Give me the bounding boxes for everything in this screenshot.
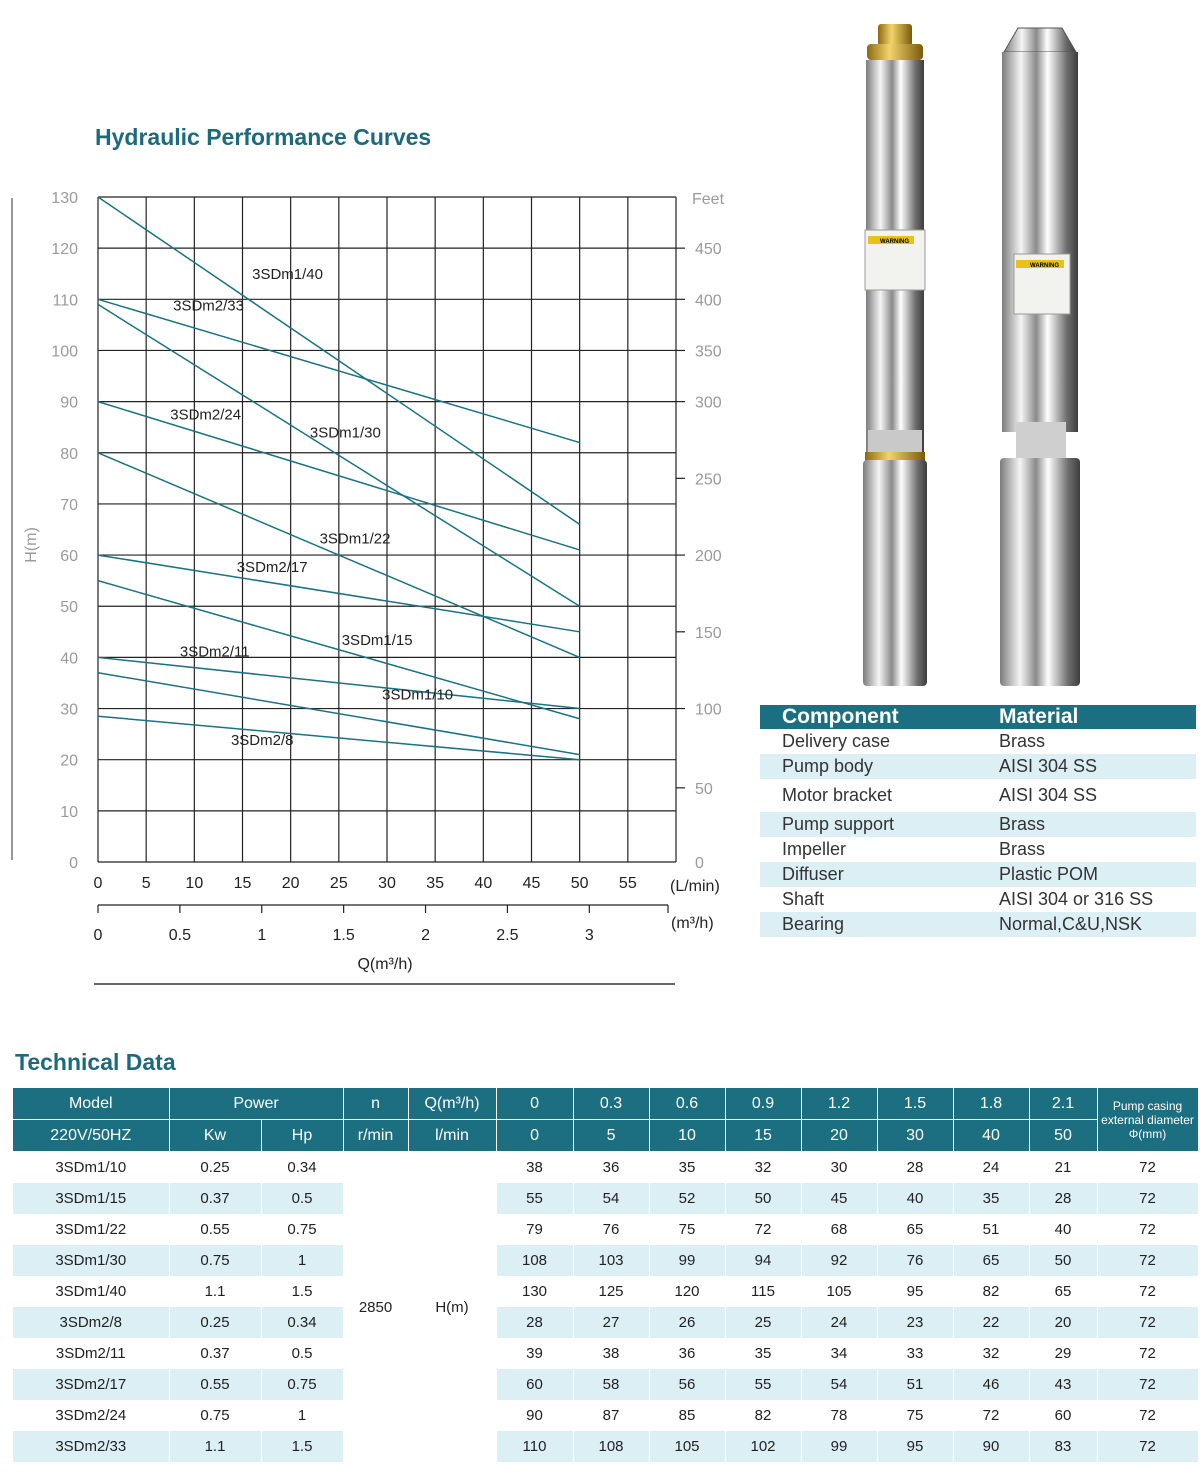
head-value-cell: 23 xyxy=(877,1307,953,1338)
component-table-header xyxy=(760,705,1196,729)
table-row xyxy=(13,1307,1198,1338)
head-value-cell: 28 xyxy=(496,1307,573,1338)
table-row xyxy=(13,1338,1198,1369)
flow-m3h-value: 0.3 xyxy=(573,1088,649,1120)
diameter-cell: 72 xyxy=(1097,1245,1198,1276)
diameter-cell: 72 xyxy=(1097,1369,1198,1400)
head-value-cell: 60 xyxy=(496,1369,573,1400)
x-tick-label-lmin: 5 xyxy=(141,875,151,892)
head-value-cell: 24 xyxy=(953,1152,1029,1184)
component-name: Shaft xyxy=(782,889,825,909)
kw-cell: 0.55 xyxy=(169,1214,261,1245)
head-value-cell: 20 xyxy=(1029,1307,1097,1338)
head-value-cell: 28 xyxy=(1029,1183,1097,1214)
curve-label: 3SDm2/11 xyxy=(179,643,250,661)
right-tick-label: 0 xyxy=(695,855,704,872)
table-row xyxy=(13,1276,1198,1307)
x-tick-label-lmin: 30 xyxy=(378,875,396,892)
flow-lmin-value: 5 xyxy=(573,1120,649,1152)
x-tick-label-m3h: 1.5 xyxy=(332,927,355,944)
head-value-cell: 108 xyxy=(496,1245,573,1276)
table-row xyxy=(13,1400,1198,1431)
component-material: Plastic POM xyxy=(995,862,1196,887)
head-value-cell: 103 xyxy=(573,1245,649,1276)
head-value-cell: 51 xyxy=(877,1369,953,1400)
curve-label: 3SDm2/17 xyxy=(236,558,308,576)
head-value-cell: 50 xyxy=(725,1183,801,1214)
head-value-cell: 55 xyxy=(725,1369,801,1400)
speed-cell: 2850 xyxy=(343,1152,408,1463)
head-value-cell: 22 xyxy=(953,1307,1029,1338)
flow-lmin-value: 50 xyxy=(1029,1120,1097,1152)
flow-m3h-value: 2.1 xyxy=(1029,1088,1097,1120)
warning-text: WARNING xyxy=(1030,263,1059,269)
head-value-cell: 27 xyxy=(573,1307,649,1338)
x-tick-label-lmin: 55 xyxy=(618,875,637,892)
component-material: Brass xyxy=(999,731,1046,751)
right-tick-label: 150 xyxy=(695,624,722,642)
flow-lmin-value: 10 xyxy=(649,1120,725,1152)
component-row xyxy=(760,779,1196,812)
kw-cell: 0.37 xyxy=(169,1183,261,1214)
y-tick-label: 20 xyxy=(60,752,78,770)
head-value-cell: 110 xyxy=(496,1431,573,1462)
flow-m3h-value: 0 xyxy=(496,1088,573,1120)
curve-label: 3SDm2/24 xyxy=(170,406,242,424)
head-value-cell: 68 xyxy=(801,1214,877,1245)
flow-m3h-header: Q(m³/h) xyxy=(408,1088,496,1120)
head-value-cell: 21 xyxy=(1029,1152,1097,1184)
head-value-cell: 90 xyxy=(496,1400,573,1431)
x-tick-label-lmin: 10 xyxy=(185,875,204,892)
curve-label: 3SDm1/30 xyxy=(309,424,381,442)
head-value-cell: 54 xyxy=(573,1183,649,1214)
head-value-cell: 108 xyxy=(573,1431,649,1462)
head-value-cell: 58 xyxy=(573,1369,649,1400)
head-value-cell: 46 xyxy=(953,1369,1029,1400)
component-material: Brass xyxy=(999,839,1046,859)
head-value-cell: 75 xyxy=(649,1214,725,1245)
component-name: Diffuser xyxy=(760,862,995,887)
flow-lmin-value: 20 xyxy=(801,1120,877,1152)
head-value-cell: 33 xyxy=(877,1338,953,1369)
head-value-cell: 40 xyxy=(1029,1214,1097,1245)
hp-header: Hp xyxy=(261,1120,343,1152)
head-value-cell: 26 xyxy=(649,1307,725,1338)
y-tick-label: 120 xyxy=(51,241,78,259)
component-name: Motor bracket xyxy=(782,785,893,805)
head-value-cell: 32 xyxy=(953,1338,1029,1369)
head-value-cell: 105 xyxy=(649,1431,725,1462)
casing-diameter-header: Pump casing external diameter Φ(mm) xyxy=(1097,1088,1198,1152)
head-value-cell: 99 xyxy=(801,1431,877,1462)
diameter-cell: 72 xyxy=(1097,1152,1198,1184)
kw-cell: 0.37 xyxy=(169,1338,261,1369)
head-value-cell: 24 xyxy=(801,1307,877,1338)
x-tick-label-lmin: 25 xyxy=(329,875,348,892)
hp-cell: 0.34 xyxy=(261,1152,343,1184)
component-material-table xyxy=(760,705,1196,937)
component-name: Pump support xyxy=(760,812,995,837)
x-tick-label-lmin: 20 xyxy=(281,875,300,892)
right-tick-label: 300 xyxy=(695,394,722,412)
head-value-cell: 28 xyxy=(877,1152,953,1184)
head-value-cell: 72 xyxy=(725,1214,801,1245)
head-value-cell: 125 xyxy=(573,1276,649,1307)
head-value-cell: 90 xyxy=(953,1431,1029,1462)
component-row xyxy=(760,812,1196,837)
kw-cell: 1.1 xyxy=(169,1276,261,1307)
head-value-cell: 95 xyxy=(877,1276,953,1307)
y-tick-label: 0 xyxy=(69,855,78,872)
right-tick-label: 50 xyxy=(695,780,713,798)
hp-cell: 0.34 xyxy=(261,1307,343,1338)
performance-chart xyxy=(0,180,740,990)
x-tick-label-m3h: 3 xyxy=(584,927,594,944)
x-tick-label-m3h: 1 xyxy=(257,927,267,944)
head-value-cell: 85 xyxy=(649,1400,725,1431)
head-value-cell: 72 xyxy=(953,1400,1029,1431)
head-value-cell: 52 xyxy=(649,1183,725,1214)
model-header: Model xyxy=(13,1088,169,1120)
curve-label: 3SDm1/10 xyxy=(382,686,454,704)
curve-label: 3SDm1/40 xyxy=(252,265,324,283)
diameter-cell: 72 xyxy=(1097,1214,1198,1245)
head-value-cell: 38 xyxy=(496,1152,573,1184)
curve-label: 3SDm2/33 xyxy=(173,297,245,315)
head-value-cell: 83 xyxy=(1029,1431,1097,1462)
model-cell: 3SDm1/10 xyxy=(13,1152,169,1184)
kw-cell: 0.25 xyxy=(169,1307,261,1338)
component-row xyxy=(760,729,1196,754)
kw-cell: 0.75 xyxy=(169,1400,261,1431)
diameter-cell: 72 xyxy=(1097,1338,1198,1369)
component-row xyxy=(760,754,1196,779)
flow-m3h-value: 1.5 xyxy=(877,1088,953,1120)
kw-cell: 1.1 xyxy=(169,1431,261,1462)
kw-cell: 0.75 xyxy=(169,1245,261,1276)
kw-cell: 0.25 xyxy=(169,1152,261,1184)
flow-m3h-value: 1.8 xyxy=(953,1088,1029,1120)
head-value-cell: 120 xyxy=(649,1276,725,1307)
head-value-cell: 34 xyxy=(801,1338,877,1369)
table-row xyxy=(13,1245,1198,1276)
y-tick-label: 60 xyxy=(60,548,78,566)
x-tick-label-lmin: 0 xyxy=(93,875,103,892)
right-tick-label: 100 xyxy=(695,701,722,719)
flow-lmin-value: 40 xyxy=(953,1120,1029,1152)
component-name: Impeller xyxy=(782,839,847,859)
y-tick-label: 30 xyxy=(60,701,78,719)
head-value-cell: 25 xyxy=(725,1307,801,1338)
component-material: Normal,C&U,NSK xyxy=(995,912,1196,937)
x-tick-label-lmin: 50 xyxy=(570,875,589,892)
head-value-cell: 50 xyxy=(1029,1245,1097,1276)
right-tick-label: 450 xyxy=(695,241,722,259)
right-axis-title: Feet xyxy=(692,191,725,208)
table-row xyxy=(13,1183,1198,1214)
component-row xyxy=(760,837,1196,862)
component-material: AISI 304 SS xyxy=(999,785,1098,805)
table-row xyxy=(13,1214,1198,1245)
diameter-cell: 72 xyxy=(1097,1307,1198,1338)
model-cell: 3SDm2/17 xyxy=(13,1369,169,1400)
flow-m3h-value: 0.6 xyxy=(649,1088,725,1120)
flow-m3h-value: 0.9 xyxy=(725,1088,801,1120)
head-value-cell: 35 xyxy=(953,1183,1029,1214)
y-tick-label: 40 xyxy=(60,650,78,668)
head-value-cell: 78 xyxy=(801,1400,877,1431)
hp-cell: 1 xyxy=(261,1400,343,1431)
head-value-cell: 82 xyxy=(953,1276,1029,1307)
pump-image-brass xyxy=(862,22,928,690)
y-tick-label: 110 xyxy=(52,292,78,310)
head-value-cell: 92 xyxy=(801,1245,877,1276)
flow-lmin-value: 15 xyxy=(725,1120,801,1152)
component-material: Brass xyxy=(995,812,1196,837)
kw-cell: 0.55 xyxy=(169,1369,261,1400)
voltage-header: 220V/50HZ xyxy=(13,1120,169,1152)
model-cell: 3SDm1/30 xyxy=(13,1245,169,1276)
table-row xyxy=(13,1152,1198,1184)
head-label-cell: H(m) xyxy=(408,1152,496,1463)
rpm-header: r/min xyxy=(343,1120,408,1152)
model-cell: 3SDm1/15 xyxy=(13,1183,169,1214)
flow-lmin-header: l/min xyxy=(408,1120,496,1152)
head-value-cell: 94 xyxy=(725,1245,801,1276)
speed-header: n xyxy=(343,1088,408,1120)
head-value-cell: 29 xyxy=(1029,1338,1097,1369)
head-value-cell: 130 xyxy=(496,1276,573,1307)
component-row xyxy=(760,887,1196,912)
y-tick-label: 10 xyxy=(60,803,78,821)
component-row xyxy=(760,862,1196,887)
x-tick-label-m3h: 0 xyxy=(93,927,103,944)
hp-cell: 1.5 xyxy=(261,1276,343,1307)
head-value-cell: 32 xyxy=(725,1152,801,1184)
head-value-cell: 35 xyxy=(725,1338,801,1369)
head-value-cell: 60 xyxy=(1029,1400,1097,1431)
head-value-cell: 40 xyxy=(877,1183,953,1214)
right-tick-label: 200 xyxy=(695,548,722,566)
x-tick-label-m3h: 2 xyxy=(421,927,430,944)
head-value-cell: 82 xyxy=(725,1400,801,1431)
hp-cell: 1.5 xyxy=(261,1431,343,1462)
hp-cell: 0.5 xyxy=(261,1338,343,1369)
model-cell: 3SDm2/24 xyxy=(13,1400,169,1431)
chart-labels xyxy=(23,190,725,973)
x-unit-lmin: (L/min) xyxy=(670,878,720,895)
x-tick-label-lmin: 40 xyxy=(474,875,493,892)
y-tick-label: 100 xyxy=(51,343,78,361)
diameter-cell: 72 xyxy=(1097,1431,1198,1462)
hp-cell: 0.75 xyxy=(261,1214,343,1245)
model-cell: 3SDm2/33 xyxy=(13,1431,169,1462)
head-value-cell: 95 xyxy=(877,1431,953,1462)
head-value-cell: 56 xyxy=(649,1369,725,1400)
head-value-cell: 115 xyxy=(725,1276,801,1307)
component-name: Delivery case xyxy=(782,731,891,751)
component-material: AISI 304 or 316 SS xyxy=(999,889,1154,909)
head-value-cell: 65 xyxy=(953,1245,1029,1276)
technical-data-title: Technical Data xyxy=(15,1049,176,1075)
y-tick-label: 50 xyxy=(60,599,78,617)
component-material: AISI 304 SS xyxy=(995,754,1196,779)
component-row xyxy=(760,912,1196,937)
tech-header-row-2 xyxy=(13,1120,1198,1152)
head-value-cell: 75 xyxy=(877,1400,953,1431)
head-value-cell: 43 xyxy=(1029,1369,1097,1400)
component-name: Pump body xyxy=(760,754,995,779)
model-cell: 3SDm1/22 xyxy=(13,1214,169,1245)
model-cell: 3SDm1/40 xyxy=(13,1276,169,1307)
head-value-cell: 102 xyxy=(725,1431,801,1462)
x-tick-label-lmin: 35 xyxy=(426,875,445,892)
y-tick-label: 90 xyxy=(60,394,78,412)
head-value-cell: 65 xyxy=(877,1214,953,1245)
diameter-cell: 72 xyxy=(1097,1276,1198,1307)
y-tick-label: 80 xyxy=(60,445,78,463)
head-value-cell: 36 xyxy=(649,1338,725,1369)
x-tick-label-lmin: 45 xyxy=(522,875,541,892)
y-tick-label: 70 xyxy=(60,496,78,514)
curve-label: 3SDm1/15 xyxy=(341,632,413,650)
model-cell: 3SDm2/11 xyxy=(13,1338,169,1369)
kw-header: Kw xyxy=(169,1120,261,1152)
head-value-cell: 45 xyxy=(801,1183,877,1214)
head-value-cell: 51 xyxy=(953,1214,1029,1245)
head-value-cell: 35 xyxy=(649,1152,725,1184)
flow-lmin-value: 0 xyxy=(496,1120,573,1152)
tech-table-body xyxy=(13,1152,1198,1463)
head-value-cell: 65 xyxy=(1029,1276,1097,1307)
diameter-cell: 72 xyxy=(1097,1400,1198,1431)
right-tick-label: 350 xyxy=(695,343,722,361)
power-header: Power xyxy=(169,1088,343,1120)
table-row xyxy=(13,1431,1198,1462)
x-tick-label-lmin: 15 xyxy=(233,875,252,892)
component-name: Bearing xyxy=(760,912,995,937)
x-tick-label-m3h: 2.5 xyxy=(496,927,519,944)
technical-data-table xyxy=(13,1088,1199,1462)
diameter-cell: 72 xyxy=(1097,1183,1198,1214)
table-row xyxy=(13,1369,1198,1400)
component-header: Component xyxy=(760,705,995,729)
head-value-cell: 99 xyxy=(649,1245,725,1276)
head-value-cell: 87 xyxy=(573,1400,649,1431)
curve-label: 3SDm1/22 xyxy=(319,530,391,548)
right-tick-label: 400 xyxy=(695,292,722,310)
head-value-cell: 54 xyxy=(801,1369,877,1400)
tech-header-row-1 xyxy=(13,1088,1198,1120)
pump-image-steel xyxy=(998,22,1082,690)
right-tick-label: 250 xyxy=(695,471,722,489)
head-value-cell: 36 xyxy=(573,1152,649,1184)
curves-title: Hydraulic Performance Curves xyxy=(95,124,432,150)
head-value-cell: 55 xyxy=(496,1183,573,1214)
x-axis-title: Q(m³/h) xyxy=(357,956,413,973)
y-axis-title: H(m) xyxy=(23,527,40,563)
head-value-cell: 38 xyxy=(573,1338,649,1369)
x-tick-label-m3h: 0.5 xyxy=(168,927,192,944)
head-value-cell: 105 xyxy=(801,1276,877,1307)
curve-label: 3SDm2/8 xyxy=(230,731,294,749)
hp-cell: 0.5 xyxy=(261,1183,343,1214)
head-value-cell: 79 xyxy=(496,1214,573,1245)
hp-cell: 1 xyxy=(261,1245,343,1276)
warning-text: WARNING xyxy=(880,239,909,245)
model-cell: 3SDm2/8 xyxy=(13,1307,169,1338)
head-value-cell: 39 xyxy=(496,1338,573,1369)
material-header: Material xyxy=(995,705,1196,729)
y-tick-label: 130 xyxy=(51,190,78,207)
head-value-cell: 76 xyxy=(573,1214,649,1245)
flow-lmin-value: 30 xyxy=(877,1120,953,1152)
x-unit-m3h: (m³/h) xyxy=(671,915,714,932)
hp-cell: 0.75 xyxy=(261,1369,343,1400)
flow-m3h-value: 1.2 xyxy=(801,1088,877,1120)
head-value-cell: 30 xyxy=(801,1152,877,1184)
head-value-cell: 76 xyxy=(877,1245,953,1276)
